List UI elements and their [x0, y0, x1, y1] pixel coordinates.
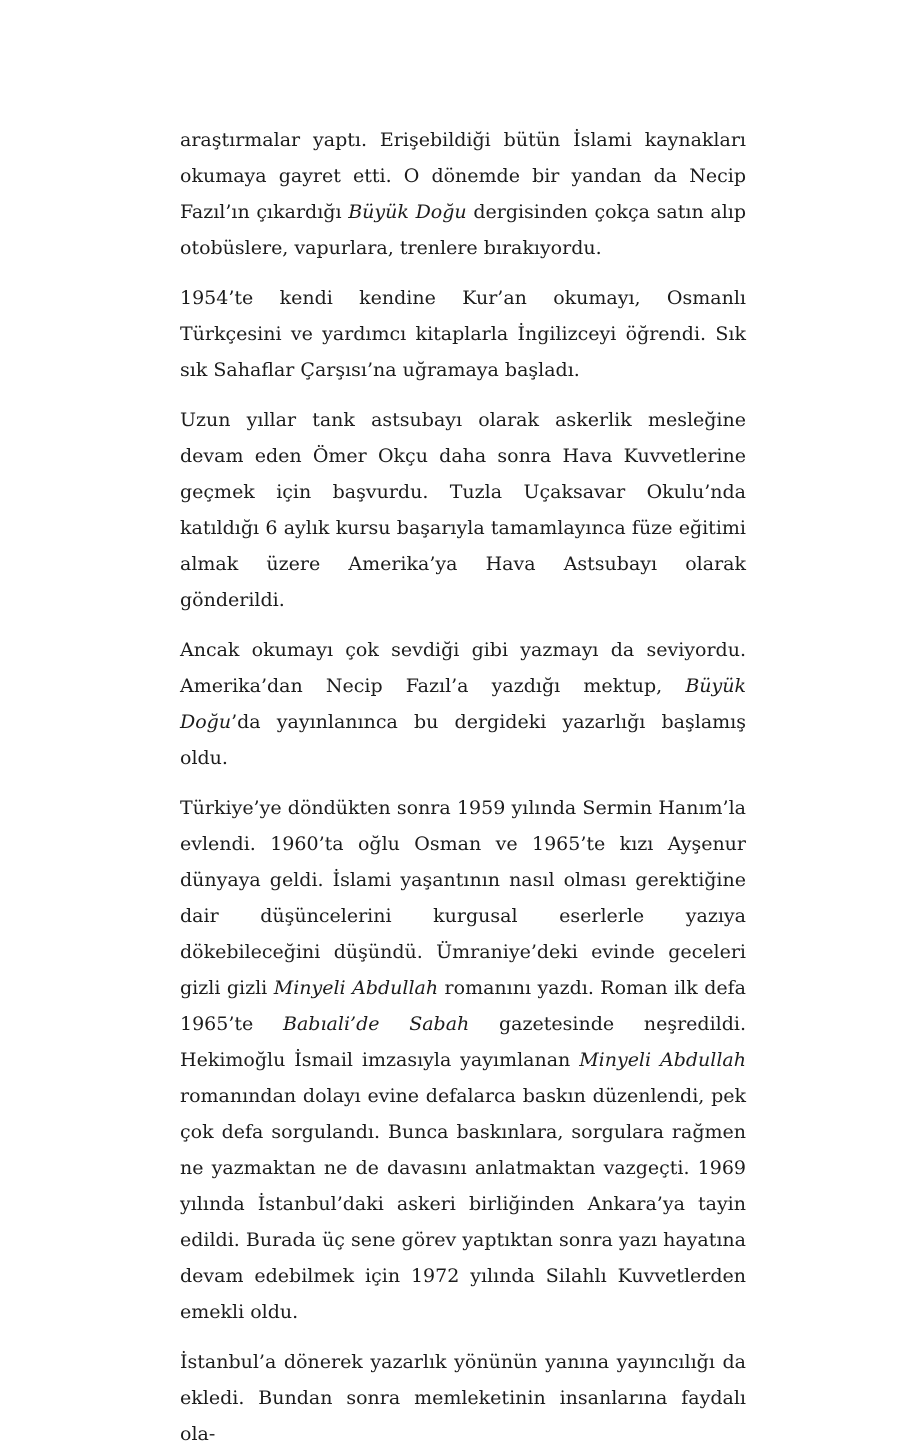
text-run: Uzun yıllar tank astsubayı olarak askerlik mesleğine devam eden Ömer Okçu daha sonra Hava Kuvvetlerine geçmek için başvurdu. Tuzla Uçaksavar Okulu’nda katıldığı 6 aylık kursu başarıyla tamamlayınca füze eğitimi almak üzere Amerika’ya Hava Astsubayı olarak gönderildi.: [180, 409, 746, 611]
text-run: romanını yazdı. Roman ilk defa 1965’te: [180, 977, 746, 1035]
paragraph-2: [180, 280, 746, 388]
book-page-body: [180, 122, 746, 1452]
novel-title: Minyeli Abdullah: [579, 1049, 746, 1071]
text-run: Türkiye’ye döndükten sonra 1959 yılında Sermin Hanım’la evlendi. 1960’ta oğlu Osman ve 1965’te kızı Ayşenur dünyaya geldi. İslami yaşantının nasıl olması gerektiğine dair düşüncelerini kurgusal eserlerle yazıya dökebileceğini düşündü. Ümraniye’deki evinde geceleri gizli gizli: [180, 797, 746, 999]
paragraph-5: [180, 790, 746, 1330]
text-run: 1954’te kendi kendine Kur’an okumayı, Osmanlı Türkçesini ve yardımcı kitaplarla İngilizceyi öğrendi. Sık sık Sahaflar Çarşısı’na uğramaya başladı.: [180, 287, 746, 381]
text-run: İstanbul’a dönerek yazarlık yönünün yanına yayıncılığı da ekledi. Bundan sonra memleketinin insanlarına faydalı ola-: [180, 1351, 746, 1445]
magazine-title: Büyük Doğu: [180, 675, 746, 733]
paragraph-3: [180, 402, 746, 618]
text-run: gazetesinde neşredildi. Hekimoğlu İsmail imzasıyla yayımlanan: [180, 1013, 746, 1071]
paragraph-4: [180, 632, 746, 776]
text-run: araştırmalar yaptı. Erişebildiği bütün İslami kaynakları okumaya gayret etti. O dönemde bir yandan da Necip Fazıl’ın çıkardığı: [180, 129, 746, 223]
paragraph-6: [180, 1344, 746, 1452]
magazine-title: Büyük Doğu: [348, 201, 467, 223]
newspaper-title: Babıali’de Sabah: [283, 1013, 470, 1035]
text-run: Ancak okumayı çok sevdiği gibi yazmayı da seviyordu. Amerika’dan Necip Fazıl’a yazdığı mektup,: [180, 639, 746, 697]
text-run: dergisinden çokça satın alıp otobüslere, vapurlara, trenlere bırakıyordu.: [180, 201, 747, 259]
text-run: romanından dolayı evine defalarca baskın düzenlendi, pek çok defa sorgulandı. Bunca baskınlara, sorgulara rağmen ne yazmaktan ne de davasını anlatmaktan vazgeçti. 1969 yılında İstanbul’daki askeri birliğinden Ankara’ya tayin edildi. Burada üç sene görev yaptıktan sonra yazı hayatına devam edebilmek için 1972 yılında Silahlı Kuvvetlerden emekli oldu.: [180, 1085, 746, 1323]
novel-title: Minyeli Abdullah: [273, 977, 439, 999]
text-run: ’da yayınlanınca bu dergideki yazarlığı başlamış oldu.: [180, 711, 746, 769]
paragraph-1: [180, 122, 746, 266]
